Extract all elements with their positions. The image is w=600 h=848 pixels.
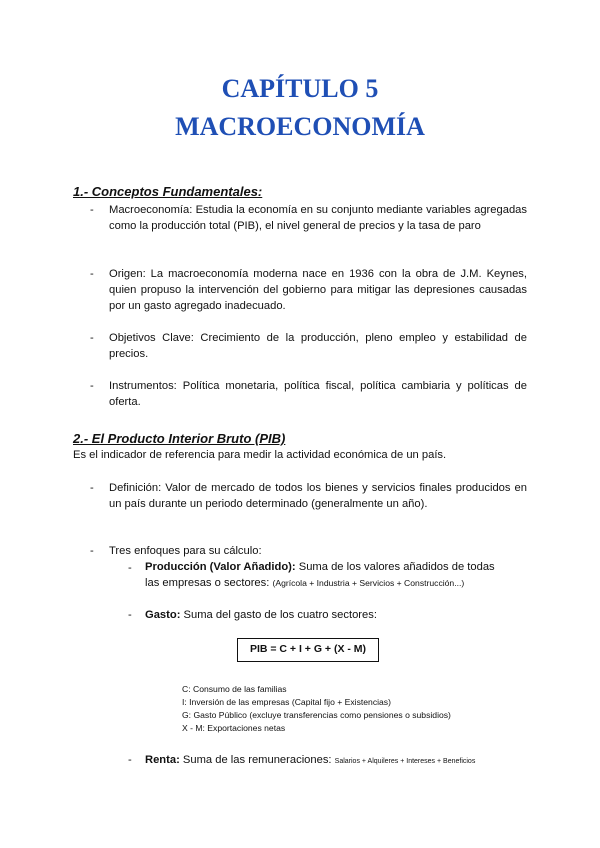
chapter-subtitle: MACROECONOMÍA <box>175 112 425 141</box>
bullet-dash: - <box>90 268 94 280</box>
bullet-dash: - <box>90 380 94 392</box>
produccion-item <box>145 559 530 591</box>
list-item: Instrumentos: Política monetaria, política fiscal, política cambiaria y políticas de oferta. <box>109 380 527 408</box>
pib-formula-box: PIB = C + I + G + (X - M) <box>237 638 379 662</box>
renta-item <box>145 752 545 770</box>
legend-item: G: Gasto Público (excluye transferencias como pensiones o subsidios) <box>182 710 451 720</box>
section-2-heading: 2.- El Producto Interior Bruto (PIB) <box>73 431 286 446</box>
bullet-dash: - <box>128 609 132 621</box>
definition-item: Definición: Valor de mercado de todos los bienes y servicios finales producidos en un país durante un periodo determinado (generalmente un año). <box>109 482 527 510</box>
renta-detail: Salarios + Alquileres + Intereses + Beneficios <box>334 758 476 765</box>
gasto-text: Suma del gasto de los cuatro sectores: <box>180 609 377 621</box>
gasto-item <box>145 607 530 623</box>
bullet-dash: - <box>90 332 94 344</box>
section-1-heading: 1.- Conceptos Fundamentales: <box>73 184 263 199</box>
legend-item: I: Inversión de las empresas (Capital fijo + Existencias) <box>182 697 391 707</box>
list-item: Macroeconomía: Estudia la economía en su conjunto mediante variables agregadas como la producción total (PIB), el nivel general de precios y la tasa de paro <box>109 204 527 232</box>
chapter-title: CAPÍTULO 5 <box>221 74 379 103</box>
bullet-dash: - <box>128 562 132 574</box>
bullet-dash: - <box>90 482 94 494</box>
gasto-label: Gasto: <box>145 609 181 621</box>
section-2-intro: Es el indicador de referencia para medir la actividad económica de un país. <box>73 449 447 461</box>
produccion-text-2: las empresas o sectores: <box>145 577 270 589</box>
legend-item: X - M: Exportaciones netas <box>182 723 286 733</box>
bullet-dash: - <box>90 545 94 557</box>
produccion-label: Producción (Valor Añadido): <box>145 561 296 573</box>
list-item: Origen: La macroeconomía moderna nace en 1936 con la obra de J.M. Keynes, quien propuso la intervención del gobierno para mitigar las depresiones causadas por un gasto agregado inadecuado. <box>109 268 527 312</box>
enfoques-intro: Tres enfoques para su cálculo: <box>109 545 262 557</box>
bullet-dash: - <box>90 204 94 216</box>
legend-item: C: Consumo de las familias <box>182 684 287 694</box>
produccion-detail: (Agrícola + Industria + Servicios + Construcción...) <box>272 578 465 588</box>
bullet-dash: - <box>128 754 132 766</box>
renta-text: Suma de las remuneraciones: <box>179 754 332 766</box>
produccion-text: Suma de los valores añadidos de todas <box>295 561 495 573</box>
list-item: Objetivos Clave: Crecimiento de la producción, pleno empleo y estabilidad de precios. <box>109 332 527 360</box>
renta-label: Renta: <box>145 754 180 766</box>
